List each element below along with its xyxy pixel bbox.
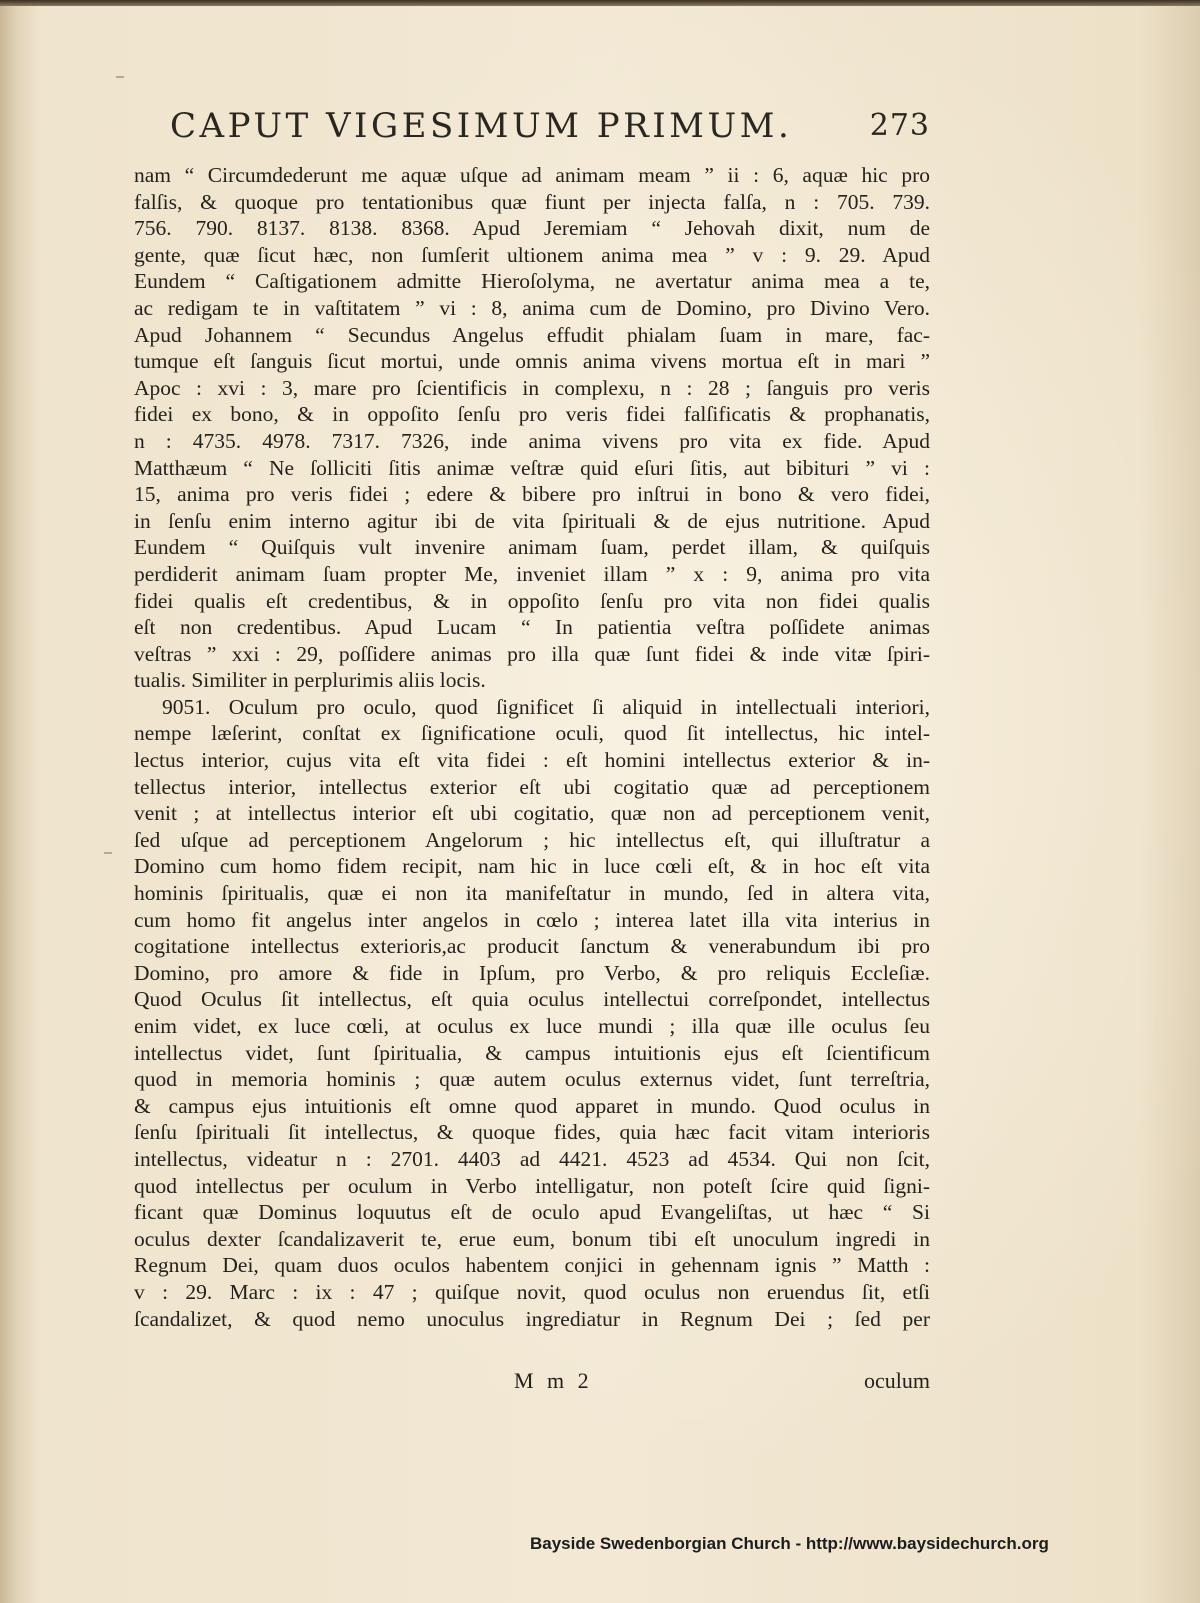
text-line: nempe læſerint, conſtat ex ſignificatione oculi, quod ſit intellectus, hic intel- — [134, 721, 930, 746]
text-line: cum homo fit angelus inter angelos in cœlo ; interea latet illa vita interius in — [134, 907, 930, 932]
text-line: Eundem “ Quiſquis vult invenire animam ſuam, perdet illam, & quiſquis — [134, 535, 930, 560]
text-line: falſis, & quoque pro tentationibus quæ fiunt per injecta falſa, n : 705. 739. — [134, 189, 930, 214]
text-line: fidei ex bono, & in oppoſito ſenſu pro veris fidei falſificatis & prophanatis, — [134, 402, 930, 427]
text-line: tualis. Similiter in perplurimis aliis locis. — [134, 668, 486, 693]
text-line: Matthæum “ Ne ſolliciti ſitis animæ veſtræ quid eſuri ſitis, aut bibituri ” vi : — [134, 455, 930, 480]
text-line: perdiderit animam ſuam propter Me, inveniet illam ” x : 9, anima pro vita — [134, 561, 930, 586]
text-line: lectus interior, cujus vita eſt vita fidei : eſt homini intellectus exterior & in- — [134, 748, 930, 773]
text-line: ſed uſque ad perceptionem Angelorum ; hic intellectus eſt, qui illuſtratur a — [134, 827, 930, 852]
text-line: Apud Johannem “ Secundus Angelus effudit phialam ſuam in mare, fac- — [134, 322, 930, 347]
margin-mark — [116, 76, 124, 78]
source-watermark: Bayside Swedenborgian Church - http://www.baysidechurch.org — [530, 1534, 1049, 1553]
text-line: enim videt, ex luce cœli, at oculus ex luce mundi ; illa quæ ille oculus ſeu — [134, 1014, 930, 1038]
catchword: oculum — [864, 1368, 930, 1393]
text-line: Regnum Dei, quam duos oculos habentem conjici in gehennam ignis ” Matth : — [134, 1253, 930, 1278]
signature-mark: M m 2 — [514, 1368, 593, 1393]
text-line: ficant quæ Dominus loquutus eſt de oculo apud Evangeliſtas, ut hæc “ Si — [134, 1200, 930, 1225]
running-title: CAPUT VIGESIMUM PRIMUM. — [170, 106, 793, 146]
text-line: ſenſu ſpirituali ſit intellectus, & quoque fides, quia hæc facit vitam interioris — [134, 1120, 930, 1145]
text-line: tumque eſt ſanguis ſicut mortui, unde omnis anima vivens mortua eſt in mari ” — [134, 349, 930, 374]
text-line: ſcandalizet, & quod nemo unoculus ingrediatur in Regnum Dei ; ſed per — [134, 1306, 930, 1331]
text-line: intellectus, videatur n : 2701. 4403 ad 4421. 4523 ad 4534. Qui non ſcit, — [134, 1146, 930, 1171]
text-line: veſtras ” xxi : 29, poſſidere animas pro illa quæ ſunt fidei & inde vitæ ſpiri- — [134, 641, 930, 666]
page-top-edge — [0, 0, 1200, 6]
text-line: intellectus videt, ſunt ſpiritualia, & campus intuitionis ejus eſt ſcientificum — [134, 1040, 930, 1065]
text-line: Domino, pro amore & fide in Ipſum, pro Verbo, & pro reliquis Eccleſiæ. — [134, 960, 930, 985]
page-number: 273 — [869, 108, 930, 143]
text-line: fidei qualis eſt credentibus, & in oppoſito ſenſu pro vita non fidei qualis — [134, 588, 930, 613]
text-line: tellectus interior, intellectus exterior eſt ubi cogitatio quæ ad perceptionem — [134, 774, 930, 799]
text-line: quod in memoria hominis ; quæ autem oculus externus videt, ſunt terreſtria, — [134, 1067, 930, 1092]
text-line: Eundem “ Caſtigationem admitte Hieroſolyma, ne avertatur anima mea a te, — [134, 269, 930, 294]
margin-mark — [104, 852, 112, 854]
text-line: v : 29. Marc : ix : 47 ; quiſque novit, quod oculus non eruendus ſit, etſi — [134, 1279, 930, 1304]
text-line: n : 4735. 4978. 7317. 7326, inde anima vivens pro vita ex fide. Apud — [134, 428, 930, 453]
body-text — [134, 162, 930, 1332]
text-line: & campus ejus intuitionis eſt omne quod apparet in mundo. Quod oculus in — [134, 1093, 930, 1118]
text-line: 15, anima pro veris fidei ; edere & bibere pro inſtrui in bono & vero fidei, — [134, 482, 930, 507]
text-line: cogitatione intellectus exterioris,ac producit ſanctum & venerabundum ibi pro — [134, 934, 930, 959]
text-line: eſt non credentibus. Apud Lucam “ In patientia veſtra poſſidete animas — [134, 615, 930, 640]
text-line: 756. 790. 8137. 8138. 8368. Apud Jeremiam “ Jehovah dixit, num de — [134, 216, 930, 241]
text-line: in ſenſu enim interno agitur ibi de vita ſpirituali & de ejus nutritione. Apud — [134, 508, 930, 533]
paragraph-start-line: 9051. Oculum pro oculo, quod ſignificet ſi aliquid in intellectuali interiori, — [162, 694, 930, 719]
text-line: hominis ſpiritualis, quæ ei non ita manifeſtatur in mundo, ſed in altera vita, — [134, 881, 930, 906]
text-line: nam “ Circumdederunt me aquæ uſque ad animam meam ” ii : 6, aquæ hic pro — [134, 163, 930, 187]
text-line: venit ; at intellectus interior eſt ubi cogitatio, quæ non ad perceptionem venit, — [134, 801, 930, 826]
text-line: ac redigam te in vaſtitatem ” vi : 8, anima cum de Domino, pro Divino Vero. — [134, 295, 930, 320]
page-header — [170, 106, 930, 154]
text-line: gente, quæ ſicut hæc, non ſumſerit ultionem anima mea ” v : 9. 29. Apud — [134, 242, 930, 267]
text-line: Apoc : xvi : 3, mare pro ſcientificis in complexu, n : 28 ; ſanguis pro veris — [134, 375, 930, 400]
text-line: Quod Oculus ſit intellectus, eſt quia oculus intellectui correſpondet, intellectus — [134, 987, 930, 1012]
text-line: oculus dexter ſcandalizaverit te, erue eum, bonum tibi eſt unoculum ingredi in — [134, 1226, 930, 1251]
text-line: quod intellectus per oculum in Verbo intelligatur, non poteſt ſcire quid ſigni- — [134, 1173, 930, 1198]
text-line: Domino cum homo fidem recipit, nam hic in luce cœli eſt, & in hoc eſt vita — [134, 854, 930, 879]
